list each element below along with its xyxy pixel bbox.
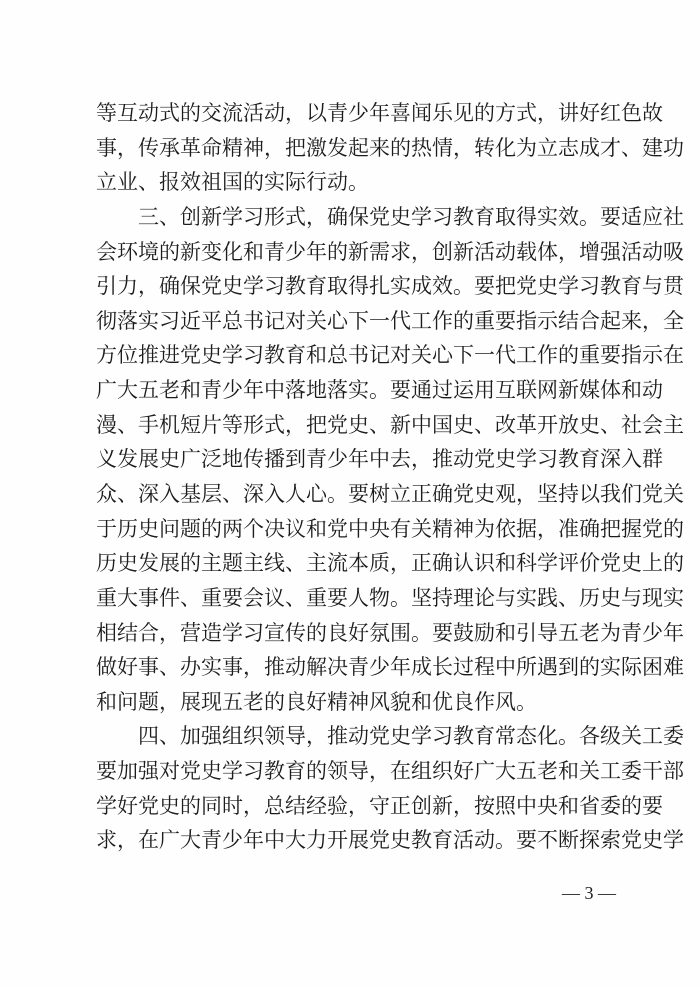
text-line: 会环境的新变化和青少年的新需求，创新活动载体，增强活动吸 — [96, 240, 684, 264]
text-line: 等互动式的交流活动，以青少年喜闻乐见的方式，讲好红色故 — [96, 101, 663, 125]
text-line: 漫、手机短片等形式，把党史、新中国史、改革开放史、社会主 — [96, 413, 684, 437]
section-heading-line: 四、加强组织领导，推动党史学习教育常态化。各级关工委 — [138, 724, 684, 748]
text-line: 立业、报效祖国的实际行动。 — [96, 170, 369, 194]
text-line: 相结合，营造学习宣传的良好氛围。要鼓励和引导五老为青少年 — [96, 621, 684, 645]
text-line: 历史发展的主题主线、主流本质，正确认识和科学评价党史上的 — [96, 551, 684, 575]
text-line: 众、深入基层、深入人心。要树立正确党史观，坚持以我们党关 — [96, 482, 684, 506]
text-line: 要加强对党史学习教育的领导，在组织好广大五老和关工委干部 — [96, 759, 684, 783]
text-line: 和问题，展现五老的良好精神风貌和优良作风。 — [96, 690, 537, 714]
text-line: 引力，确保党史学习教育取得扎实成效。要把党史学习教育与贯 — [96, 274, 684, 298]
text-line: 彻落实习近平总书记对关心下一代工作的重要指示结合起来，全 — [96, 309, 684, 333]
text-line: 方位推进党史学习教育和总书记对关心下一代工作的重要指示在 — [96, 343, 684, 367]
text-line: 于历史问题的两个决议和党中央有关精神为依据，准确把握党的 — [96, 517, 684, 541]
page-number: — 3 — — [562, 883, 616, 903]
section-heading-line: 三、创新学习形式，确保党史学习教育取得实效。要适应社 — [138, 205, 684, 229]
text-line: 义发展史广泛地传播到青少年中去，推动党史学习教育深入群 — [96, 447, 663, 471]
text-line: 重大事件、重要会议、重要人物。坚持理论与实践、历史与现实 — [96, 586, 684, 610]
text-line: 做好事、办实事，推动解决青少年成长过程中所遇到的实际困难 — [96, 655, 684, 679]
text-line: 事，传承革命精神，把激发起来的热情，转化为立志成才、建功 — [96, 136, 684, 160]
text-line: 广大五老和青少年中落地落实。要通过运用互联网新媒体和动 — [96, 378, 663, 402]
text-line: 学好党史的同时，总结经验，守正创新，按照中央和省委的要 — [96, 794, 663, 818]
text-line: 求，在广大青少年中大力开展党史教育活动。要不断探索党史学 — [96, 828, 684, 852]
